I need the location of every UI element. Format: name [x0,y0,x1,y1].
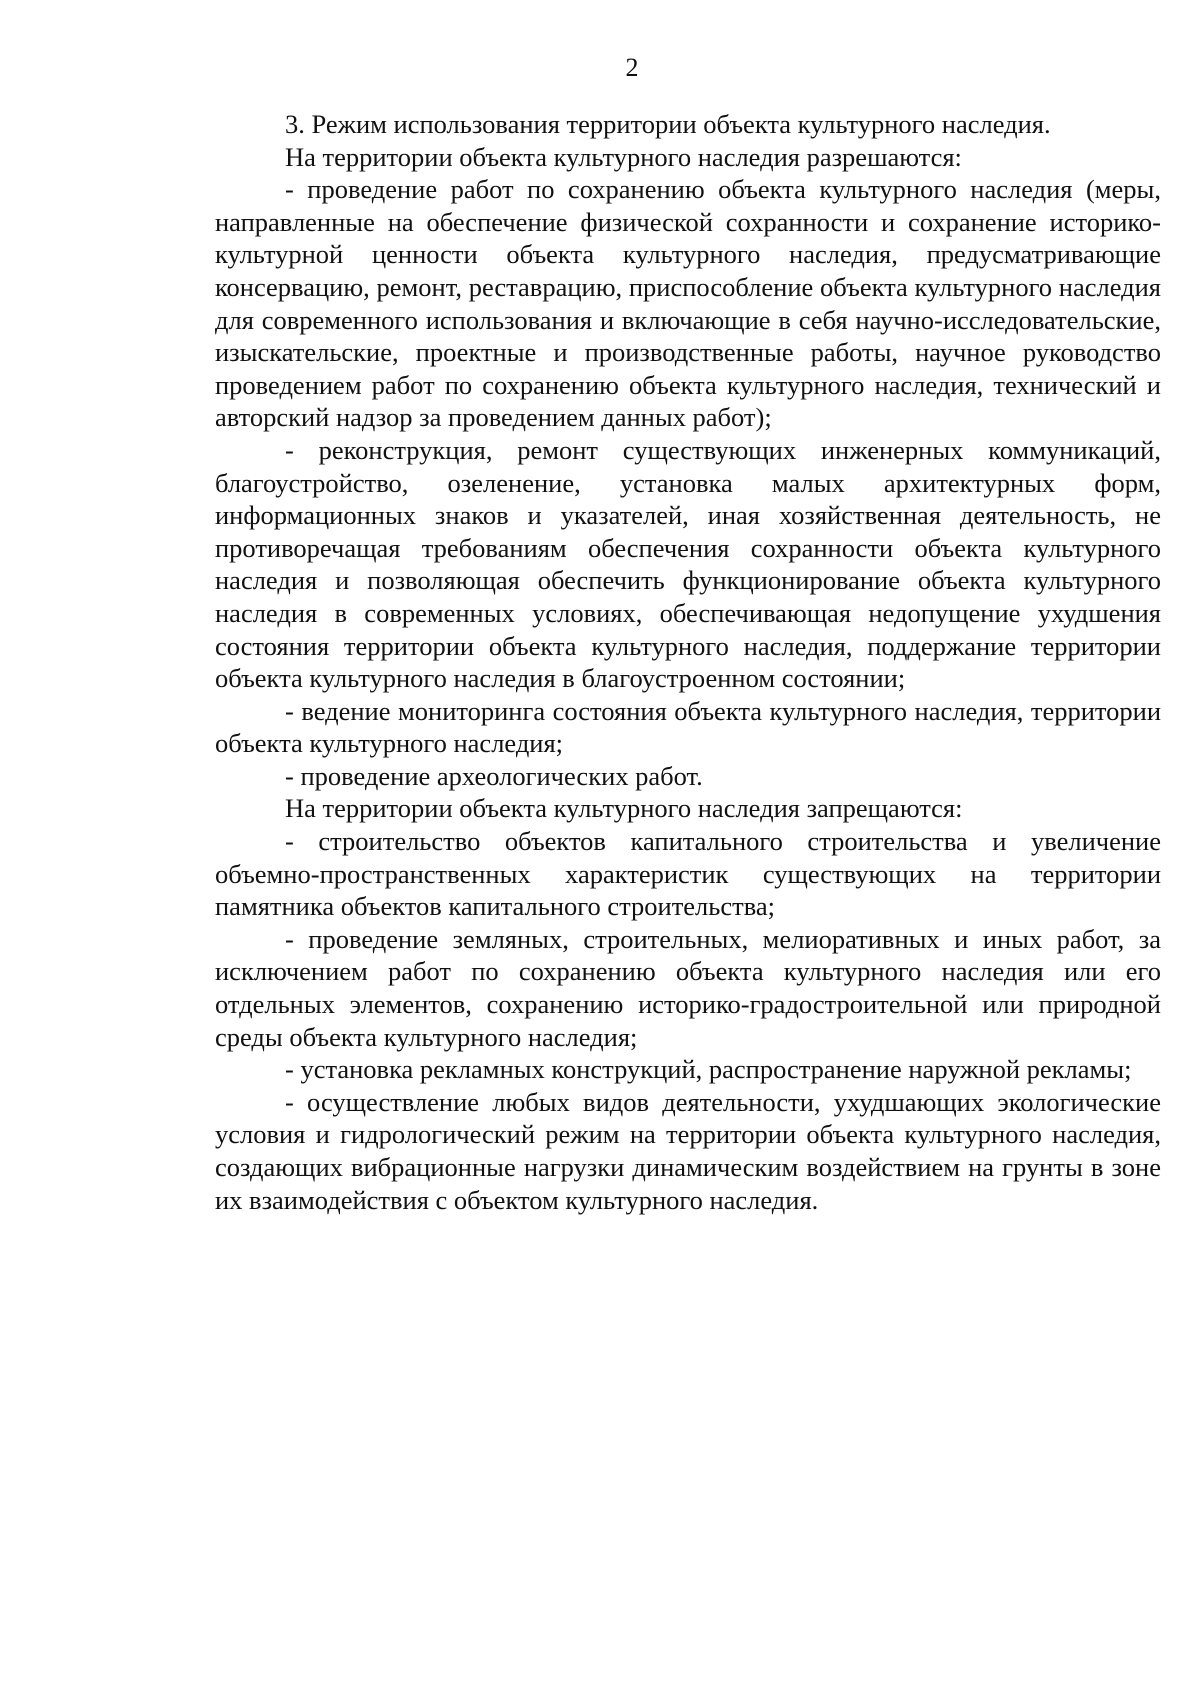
prohibited-item-earthworks: - проведение земляных, строительных, мелиоративных и иных работ, за исключением работ по сохранению объекта культурного наследия или его отдельных элементов, сохранению историко-градостроительной или природной среды объекта культурного наследия; [215,923,1161,1052]
prohibited-item-construction: - строительство объектов капитального строительства и увеличение объемно-пространственных характеристик существующих на территории памятника объектов капитального строительства; [215,826,1161,922]
permitted-item-archaeology: - проведение археологических работ. [285,760,703,791]
permitted-item-monitoring: - ведение мониторинга состояния объекта культурного наследия, территории объекта культурного наследия; [215,695,1161,759]
prohibited-item-ecology: - осуществление любых видов деятельности, ухудшающих экологические условия и гидрологический режим на территории объекта культурного наследия, создающих вибрационные нагрузки динамическим воздействием на грунты в зоне их взаимодействия с объектом культурного наследия. [215,1086,1161,1215]
page-number: 2 [625,53,639,82]
permitted-item-preservation: - проведение работ по сохранению объекта культурного наследия (меры, направленные на обеспечение физической сохранности и сохранение историко-культурной ценности объекта культурного наследия, предусматривающие консервацию, ремонт, реставрацию, приспособление объекта культурного наследия для современного использования и включающие в себя научно-исследовательские, изыскательские, проектные и производственные работы, научное руководство проведением работ по сохранению объекта культурного наследия, технический и авторский надзор за проведением данных работ); [215,174,1161,433]
prohibited-intro: На территории объекта культурного наследия запрещаются: [285,793,963,824]
document-body [215,108,1161,1216]
section-heading: 3. Режим использования территории объекта культурного наследия. [285,109,1051,139]
permitted-intro: На территории объекта культурного наследия разрешаются: [285,141,962,172]
prohibited-item-advertising: - установка рекламных конструкций, распространение наружной рекламы; [285,1054,1132,1085]
permitted-item-reconstruction: - реконструкция, ремонт существующих инженерных коммуникаций, благоустройство, озеленение, установка малых архитектурных форм, информационных знаков и указателей, иная хозяйственная деятельность, не противоречащая требованиям обеспечения сохранности объекта культурного наследия и позволяющая обеспечить функционирование объекта культурного наследия в современных условиях, обеспечивающая недопущение ухудшения состояния территории объекта культурного наследия, поддержание территории объекта культурного наследия в благоустроенном состоянии; [215,434,1161,694]
